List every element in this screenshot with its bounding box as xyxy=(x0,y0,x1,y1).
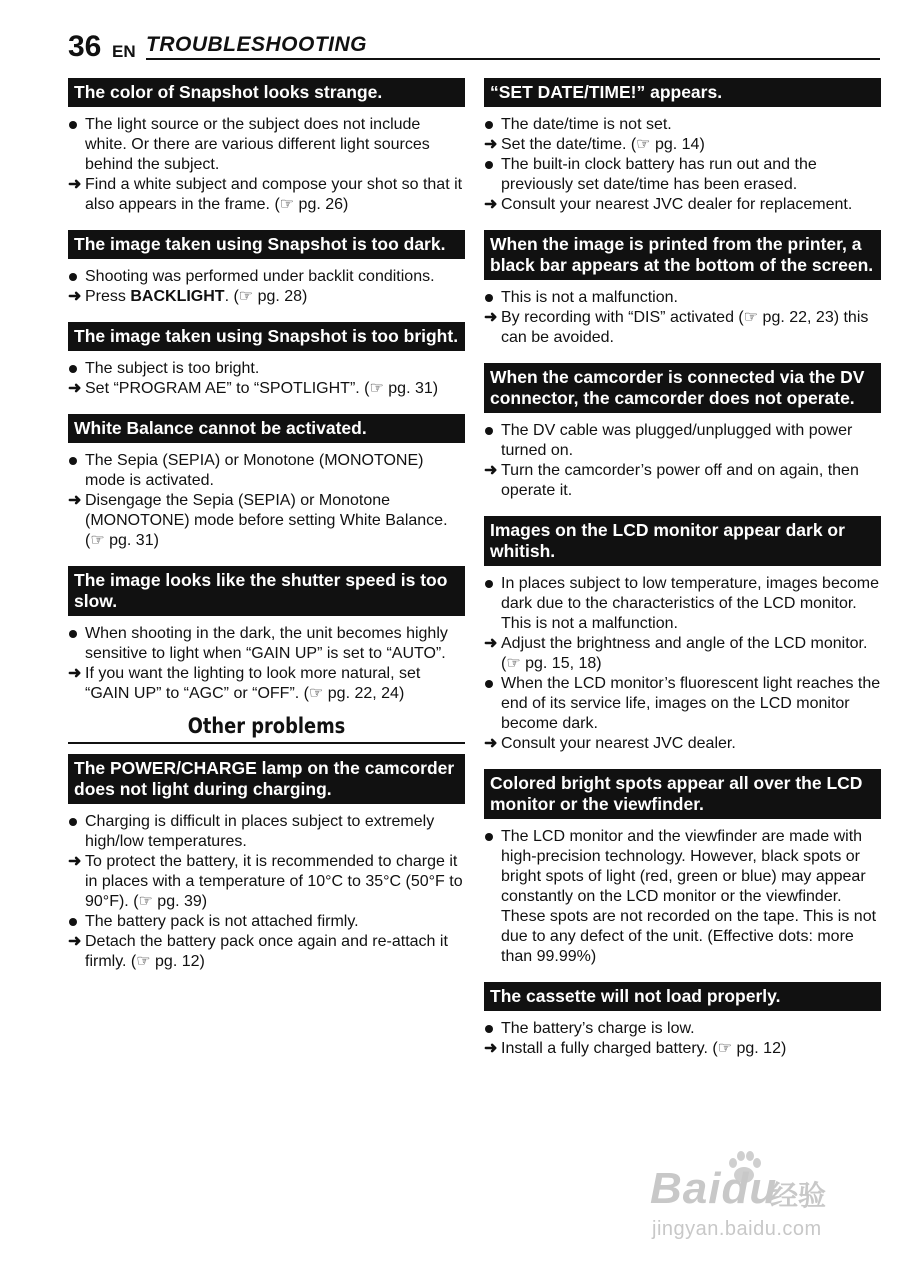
arrow-icon: ➜ xyxy=(484,462,498,479)
cause-item xyxy=(68,267,465,287)
cause-item xyxy=(484,115,881,135)
arrow-icon: ➜ xyxy=(68,380,82,397)
remedy-item xyxy=(68,932,465,972)
remedy-item xyxy=(68,491,465,551)
cause-item xyxy=(484,155,881,195)
remedy-item xyxy=(484,734,881,754)
item-text: This is not a malfunction. xyxy=(501,289,678,306)
bullet-icon xyxy=(484,115,500,129)
section-heading: White Balance cannot be activated. xyxy=(68,414,465,443)
arrow-icon: ➜ xyxy=(68,852,82,870)
remedy-item xyxy=(484,634,881,674)
bullet-icon xyxy=(484,574,500,588)
cause-item xyxy=(68,451,465,491)
bullet-icon xyxy=(484,827,500,841)
item-text: Turn the camcorder’s power off and on again, then operate it. xyxy=(501,462,859,499)
item-text: Detach the battery pack once again and re-attach it firmly. (☞ pg. 12) xyxy=(85,932,448,970)
left-column xyxy=(68,78,465,972)
item-text: Shooting was performed under backlit conditions. xyxy=(85,268,435,285)
item-text: Consult your nearest JVC dealer. xyxy=(501,735,736,752)
item-text: Set “PROGRAM AE” to “SPOTLIGHT”. (☞ pg. 31) xyxy=(85,380,439,397)
other-problems-heading: Other problems xyxy=(187,714,346,738)
section-heading: The image looks like the shutter speed is too slow. xyxy=(68,566,465,616)
item-text: To protect the battery, it is recommended to charge it in places with a temperature of 10°C to 35°C (50°F to 90°F). (☞ pg. 39) xyxy=(85,852,463,910)
section-heading: The cassette will not load properly. xyxy=(484,982,881,1011)
item-text: Consult your nearest JVC dealer for replacement. xyxy=(501,196,853,213)
item-text: When the LCD monitor’s fluorescent light reaches the end of its service life, images on the LCD monitor become dark. xyxy=(501,675,881,732)
cause-item xyxy=(484,827,881,967)
bullet-icon xyxy=(484,421,500,435)
item-text: Install a fully charged battery. (☞ pg. 12) xyxy=(501,1040,787,1057)
right-sections-group xyxy=(484,78,881,1059)
arrow-icon: ➜ xyxy=(68,176,82,193)
item-text: In places subject to low temperature, images become dark due to the characteristics of the LCD monitor. This is not a malfunction. xyxy=(501,575,879,632)
remedy-item xyxy=(68,287,465,307)
arrow-icon: ➜ xyxy=(484,196,498,213)
cause-item xyxy=(68,624,465,664)
page-number: 36 xyxy=(68,30,102,63)
cause-item xyxy=(68,359,465,379)
item-text: Adjust the brightness and angle of the LCD monitor. (☞ pg. 15, 18) xyxy=(501,635,868,672)
item-text: The DV cable was plugged/unplugged with power turned on. xyxy=(501,422,853,459)
bullet-icon xyxy=(484,155,500,169)
item-text: The built-in clock battery has run out and the previously set date/time has been erased. xyxy=(501,156,817,193)
arrow-icon: ➜ xyxy=(484,735,498,752)
item-text: The LCD monitor and the viewfinder are made with high-precision technology. However, black spots or bright spots of light (red, green or blue) may appear constantly on the LCD monitor or the viewfinder. These spots are not recorded on the tape. This is not due to any defect of the unit. (Effective dots: more than 99.99%) xyxy=(501,828,877,965)
remedy-item xyxy=(68,175,465,215)
item-text: Find a white subject and compose your shot so that it also appears in the frame. (☞ pg. 26) xyxy=(85,176,463,213)
section-heading: When the camcorder is connected via the DV connector, the camcorder does not operate. xyxy=(484,363,881,413)
item-text: Set the date/time. (☞ pg. 14) xyxy=(501,136,705,153)
item-text: If you want the lighting to look more natural, set “GAIN UP” to “AGC” or “OFF”. (☞ pg. 22, 24) xyxy=(85,665,421,702)
section-heading: The image taken using Snapshot is too bright. xyxy=(68,322,465,351)
cause-item xyxy=(484,574,881,634)
remedy-item xyxy=(484,461,881,501)
watermark-url: jingyan.baidu.com xyxy=(652,1218,822,1240)
arrow-icon: ➜ xyxy=(68,932,82,950)
other-problems-rule xyxy=(68,742,465,744)
watermark-brand-cn: 经验 xyxy=(770,1180,827,1211)
arrow-icon: ➜ xyxy=(484,309,498,326)
remedy-item xyxy=(484,1039,881,1059)
right-column xyxy=(484,78,881,1059)
remedy-item xyxy=(68,664,465,704)
bullet-icon xyxy=(68,451,84,465)
remedy-item xyxy=(68,852,465,912)
header-rule xyxy=(146,58,880,60)
arrow-icon: ➜ xyxy=(484,635,498,652)
item-text: The battery’s charge is low. xyxy=(501,1020,695,1037)
bullet-icon xyxy=(484,674,500,688)
cause-item xyxy=(68,912,465,932)
item-text: The subject is too bright. xyxy=(85,360,260,377)
section-heading: The color of Snapshot looks strange. xyxy=(68,78,465,107)
bullet-icon xyxy=(68,624,84,638)
section-heading: Colored bright spots appear all over the LCD monitor or the viewfinder. xyxy=(484,769,881,819)
remedy-item xyxy=(68,379,465,399)
cause-item xyxy=(484,674,881,734)
item-text: Charging is difficult in places subject to extremely high/low temperatures. xyxy=(85,812,435,850)
arrow-icon: ➜ xyxy=(484,1040,498,1057)
cause-item xyxy=(68,115,465,175)
item-text: By recording with “DIS” activated (☞ pg. 22, 23) this can be avoided. xyxy=(501,309,869,346)
bullet-icon xyxy=(68,912,84,926)
remedy-item xyxy=(484,135,881,155)
arrow-icon: ➜ xyxy=(484,136,498,153)
item-text: The Sepia (SEPIA) or Monotone (MONOTONE) mode is activated. xyxy=(85,452,424,489)
page-header xyxy=(68,32,880,62)
item-text: Press BACKLIGHT. (☞ pg. 28) xyxy=(85,288,308,305)
remedy-item xyxy=(484,195,881,215)
section-heading: The image taken using Snapshot is too dark. xyxy=(68,230,465,259)
bullet-icon xyxy=(484,1019,500,1033)
cause-item xyxy=(484,288,881,308)
section-heading: “SET DATE/TIME!” appears. xyxy=(484,78,881,107)
cause-item xyxy=(484,1019,881,1039)
arrow-icon: ➜ xyxy=(68,288,82,305)
bullet-icon xyxy=(68,359,84,373)
language-code: EN xyxy=(112,42,136,61)
section-heading: Images on the LCD monitor appear dark or whitish. xyxy=(484,516,881,566)
arrow-icon: ➜ xyxy=(68,492,82,509)
cause-item xyxy=(484,421,881,461)
bullet-icon xyxy=(484,288,500,302)
left-sections-group-a xyxy=(68,78,465,704)
left-sections-group-b xyxy=(68,754,465,972)
bullet-icon xyxy=(68,115,84,129)
item-text: When shooting in the dark, the unit becomes highly sensitive to light when “GAIN UP” is set to “AUTO”. xyxy=(85,625,448,662)
item-text: Disengage the Sepia (SEPIA) or Monotone (MONOTONE) mode before setting White Balance. (☞ pg. 31) xyxy=(85,492,448,549)
item-text: The battery pack is not attached firmly. xyxy=(85,912,359,930)
section-heading: When the image is printed from the printer, a black bar appears at the bottom of the screen. xyxy=(484,230,881,280)
page-title: TROUBLESHOOTING xyxy=(146,33,367,56)
item-text: The date/time is not set. xyxy=(501,116,672,133)
watermark xyxy=(650,1148,860,1248)
bullet-icon xyxy=(68,267,84,281)
remedy-item xyxy=(484,308,881,348)
watermark-brand: Baidu xyxy=(650,1164,778,1213)
item-text: The light source or the subject does not include white. Or there are various different light sources behind the subject. xyxy=(85,116,430,173)
bullet-icon xyxy=(68,812,84,826)
section-heading: The POWER/CHARGE lamp on the camcorder does not light during charging. xyxy=(68,754,465,804)
cause-item xyxy=(68,812,465,852)
arrow-icon: ➜ xyxy=(68,665,82,682)
